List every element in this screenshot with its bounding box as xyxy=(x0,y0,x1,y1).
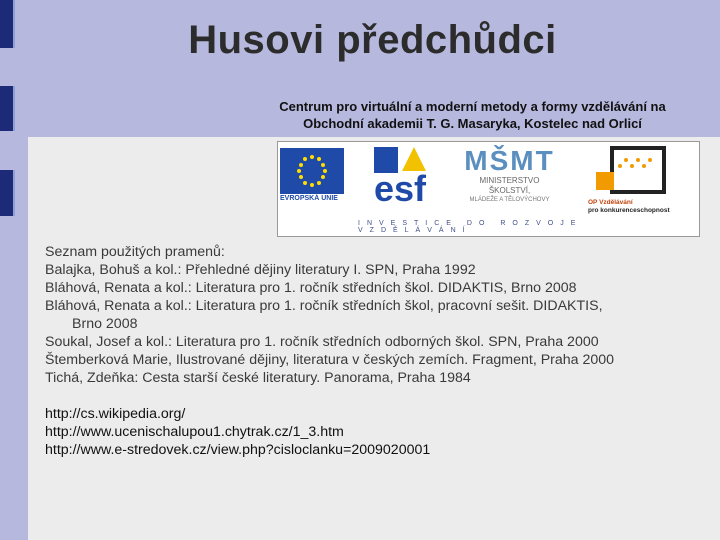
sources-list xyxy=(45,243,614,387)
msmt-logo xyxy=(462,146,557,206)
msmt-line-2: MLÁDEŽE A TĚLOVÝCHOVY xyxy=(469,197,550,203)
decor-bar-2 xyxy=(0,86,15,131)
op-label xyxy=(588,199,700,215)
decor-bar-3 xyxy=(0,170,15,216)
eu-flag-icon xyxy=(280,148,344,194)
op-line-1: OP Vzdělávání xyxy=(588,199,633,206)
link-ucenischalupou[interactable]: http://www.ucenischalupou1.chytrak.cz/1_3.htm xyxy=(45,424,344,440)
msmt-line-1: MINISTERSTVO ŠKOLSTVÍ, xyxy=(479,176,540,195)
eu-label: EVROPSKÁ UNIE xyxy=(280,195,338,202)
investment-slogan: INVESTICE DO ROZVOJE VZDĚLÁVÁNÍ xyxy=(358,220,583,234)
source-item-continued: Brno 2008 xyxy=(72,316,138,332)
source-item: Bláhová, Renata a kol.: Literatura pro 1. ročník středních škol. DIDAKTIS, Brno 2008 xyxy=(45,280,577,296)
source-item: Bláhová, Renata a kol.: Literatura pro 1. ročník středních škol, pracovní sešit. DIDAKTIS, xyxy=(45,298,603,314)
esf-label: esf xyxy=(374,168,427,203)
op-line-2: pro konkurenceschopnost xyxy=(588,207,670,214)
subtitle-line-1: Centrum pro virtuální a moderní metody a formy vzdělávání na xyxy=(279,99,666,114)
source-item: Balajka, Bohuš a kol.: Přehledné dějiny literatury I. SPN, Praha 1992 xyxy=(45,262,476,278)
subtitle-line-2: Obchodní akademii T. G. Masaryka, Kostelec nad Orlicí xyxy=(303,116,642,131)
slide-title: Husovi předchůdci xyxy=(188,18,557,62)
link-wikipedia[interactable]: http://cs.wikipedia.org/ xyxy=(45,406,186,422)
sources-heading: Seznam použitých pramenů: xyxy=(45,244,225,260)
link-e-stredovek[interactable]: http://www.e-stredovek.cz/view.php?cisloclanku=2009020001 xyxy=(45,442,431,458)
source-item: Tichá, Zdeňka: Cesta starší české literatury. Panorama, Praha 1984 xyxy=(45,370,471,386)
logo-bar xyxy=(277,141,700,237)
slide-subtitle xyxy=(225,98,720,132)
web-links xyxy=(45,405,430,459)
msmt-letters: MŠMT xyxy=(464,145,555,176)
esf-logo-icon xyxy=(374,147,436,203)
source-item: Soukal, Josef a kol.: Literatura pro 1. ročník středních odborných škol. SPN, Praha 2000 xyxy=(45,334,599,350)
source-item: Štemberková Marie, Ilustrované dějiny, literatura v českých zemích. Fragment, Praha 2000 xyxy=(45,352,615,368)
